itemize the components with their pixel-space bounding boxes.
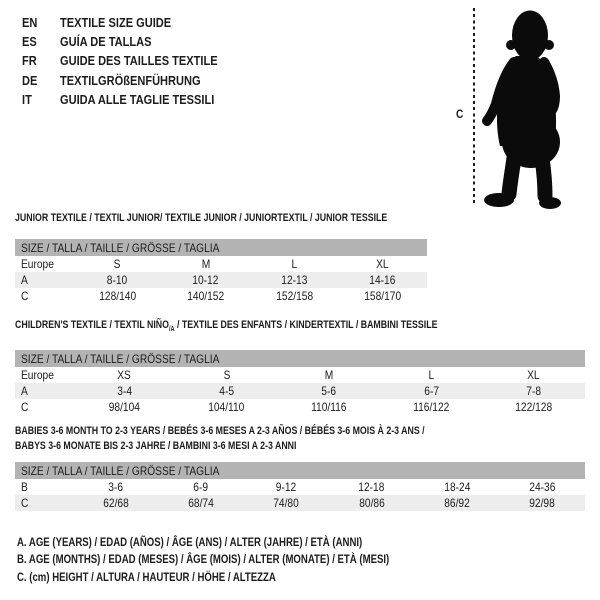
table-row [15,383,585,399]
language-code-text: FR [22,53,37,69]
table-cell-text: 104/110 [208,400,245,415]
table-cell-text: 18-24 [443,480,471,494]
language-code-text: EN [22,15,38,31]
table-title-text: JUNIOR TEXTILE / TEXTIL JUNIOR/ TEXTILE JUNIOR / JUNIORTEXTIL / JUNIOR TESSILE [15,212,388,224]
table-row [15,495,585,511]
table-cell [329,479,414,495]
language-title: GUIDE DES TAILLES TEXTILE [60,53,218,69]
table-cell-text: 8-10 [107,273,128,287]
table-cell [414,479,499,495]
table-cell [250,256,339,272]
baby-silhouette-icon [480,6,572,210]
size-header-label: SIZE / TALLA / TAILLE / GRÖSSE / TAGLIA [21,240,220,255]
language-row [22,90,245,109]
table-cell [250,288,339,304]
table-row [15,367,585,383]
table-cell [73,399,175,415]
table-title [15,424,585,454]
table-cell-text: 128/140 [98,289,136,303]
table-cell [483,367,585,383]
table-cell-text: 110/116 [311,400,347,415]
table-cell [158,479,243,495]
language-row [22,13,245,32]
table-cell [278,383,380,399]
table-cell-text: 3-4 [116,384,132,399]
row-label-text: A [21,273,28,287]
row-label-text: B [21,480,28,494]
table-cell [380,383,482,399]
table-cell-text: 12-18 [358,480,385,494]
table-cell [73,288,162,304]
table-cell [175,367,277,383]
table-cell-text: 62/68 [102,496,129,510]
row-label-text: C [21,289,29,303]
table-cell-text: 9-12 [276,480,297,494]
table-cell [250,272,339,288]
junior-textile-table [15,211,427,304]
table-row [15,272,427,288]
row-label-text: C [21,496,29,510]
legend-note-text: C. (cm) HEIGHT / ALTURA / HAUTEUR / HÖHE / ALTEZZA [17,569,276,584]
table-cell-text: 116/122 [413,400,450,415]
table-cell-text: XS [117,368,132,383]
table-cell [500,479,585,495]
table-cell-text: M [324,368,334,383]
table-cell [339,272,428,288]
table-cell-text: 122/128 [515,400,553,415]
size-header-bar [15,239,427,256]
size-header-label: SIZE / TALLA / TAILLE / GRÖSSE / TAGLIA [21,463,220,478]
row-label [15,495,73,511]
table-cell-text: 74/80 [273,496,300,510]
language-title: GUIDA ALLE TAGLIE TESSILI [60,91,215,107]
legend-note [17,551,482,568]
table-cell-text: 68/74 [188,496,214,510]
table-cell-text: 14-16 [369,273,396,287]
table-cell [339,256,428,272]
language-code [22,53,60,68]
size-header-bar [15,350,585,367]
language-code [22,73,60,88]
table-row [15,256,427,272]
table-row [15,399,585,415]
legend-note-text: A. AGE (YEARS) / EDAD (AÑOS) / ÂGE (ANS) / ALTER (JAHRE) / ETÀ (ANNI) [17,535,363,549]
size-header-bar [15,462,585,479]
size-header-label: SIZE / TALLA / TAILLE / GRÖSSE / TAGLIA [21,351,220,366]
language-code [22,92,60,107]
table-cell [162,288,251,304]
table-cell [278,399,380,415]
table-cell [329,495,414,511]
row-label [15,272,73,288]
legend-note-text: B. AGE (MONTHS) / EDAD (MESES) / ÂGE (MOIS) / ALTER (MONATE) / ETÀ (MESI) [17,552,390,567]
language-code-text: DE [22,72,38,88]
table-cell [162,272,251,288]
table-cell-text: L [291,257,298,271]
table-cell-text: M [201,257,210,271]
table-cell-text: 140/152 [187,289,225,303]
row-label [15,399,73,415]
row-label [15,256,73,272]
table-cell-text: S [113,257,121,271]
table-cell [73,479,158,495]
babies-textile-table [15,424,585,511]
table-cell-text: XL [527,368,541,383]
table-cell [339,288,428,304]
language-code-text: ES [22,34,37,50]
row-label [15,383,73,399]
table-cell-text: 158/170 [364,289,402,303]
table-cell-text: S [223,368,231,383]
row-label-text: Europe [21,368,54,383]
table-cell [73,256,162,272]
table-cell-text: 6-9 [193,480,209,494]
table-cell-text: L [428,368,435,383]
table-cell-text: 10-12 [192,273,219,287]
table-title-subscript: /A [168,326,175,334]
row-label [15,288,73,304]
table-row [15,288,427,304]
height-marker-label-text: C [455,107,464,121]
height-marker-label [452,107,468,121]
table-title [15,318,585,337]
table-cell [483,399,585,415]
table-cell-text: XL [376,257,389,271]
table-cell [278,367,380,383]
table-row [15,479,585,495]
table-cell [175,383,277,399]
table-cell-text: 3-6 [108,480,124,494]
table-cell [73,367,175,383]
height-marker-line [473,8,475,206]
table-cell [483,383,585,399]
table-cell-text: 6-7 [424,384,439,399]
language-row [22,51,245,70]
table-title [15,211,427,226]
language-title: TEXTILE SIZE GUIDE [60,15,172,31]
table-cell [162,256,251,272]
language-row [22,32,245,51]
table-cell [414,495,499,511]
legend-note [17,569,482,586]
legend-note [17,534,482,551]
table-cell [244,479,329,495]
table-cell-text: 12-13 [281,273,308,287]
table-cell-text: 92/98 [529,496,556,510]
table-cell [73,495,158,511]
table-cell [380,367,482,383]
childrens-textile-table [15,318,585,415]
table-cell-text: 4-5 [219,384,234,399]
table-cell [73,272,162,288]
baby-figure [440,0,600,215]
language-code [22,34,60,49]
table-cell [500,495,585,511]
table-cell [175,399,277,415]
table-cell [73,383,175,399]
table-cell-text: 80/86 [358,496,385,510]
row-label-text: A [21,384,28,399]
table-cell [380,399,482,415]
language-list [22,13,245,109]
table-cell [244,495,329,511]
language-code-text: IT [22,91,32,107]
table-cell [158,495,243,511]
language-title: GUÍA DE TALLAS [60,34,152,50]
language-title: TEXTILGRÖßENFÜHRUNG [60,72,201,88]
table-cell-text: 86/92 [444,496,470,510]
language-code [22,15,60,30]
table-title-text: CHILDREN'S TEXTILE / TEXTIL $NIÑO_{/A}$ / TEXTILE DES ENFANTS / KINDERTEXTIL / BAMBINI TESSILE [15,319,438,334]
row-label [15,367,73,383]
table-title-text: BABIES 3-6 MONTH TO 2-3 YEARS / BEBÉS 3-6 MESES A 2-3 AÑOS / BÉBÉS 3-6 MOIS À 2-3 ANS / BABYS 3-6 MONATE BIS 2-3 JAHRE / BAMBINI 3-6 MESI A 2-3 ANNI [15,425,425,452]
row-label [15,479,73,495]
table-cell-text: 98/104 [108,400,140,415]
legend-notes [17,534,482,586]
language-row [22,71,245,90]
table-cell-text: 7-8 [526,384,542,399]
row-label-text: C [21,400,29,415]
table-cell-text: 24-36 [529,480,556,494]
row-label-text: Europe [21,257,54,271]
table-cell-text: 5-6 [321,384,337,399]
table-cell-text: 152/158 [275,289,313,303]
